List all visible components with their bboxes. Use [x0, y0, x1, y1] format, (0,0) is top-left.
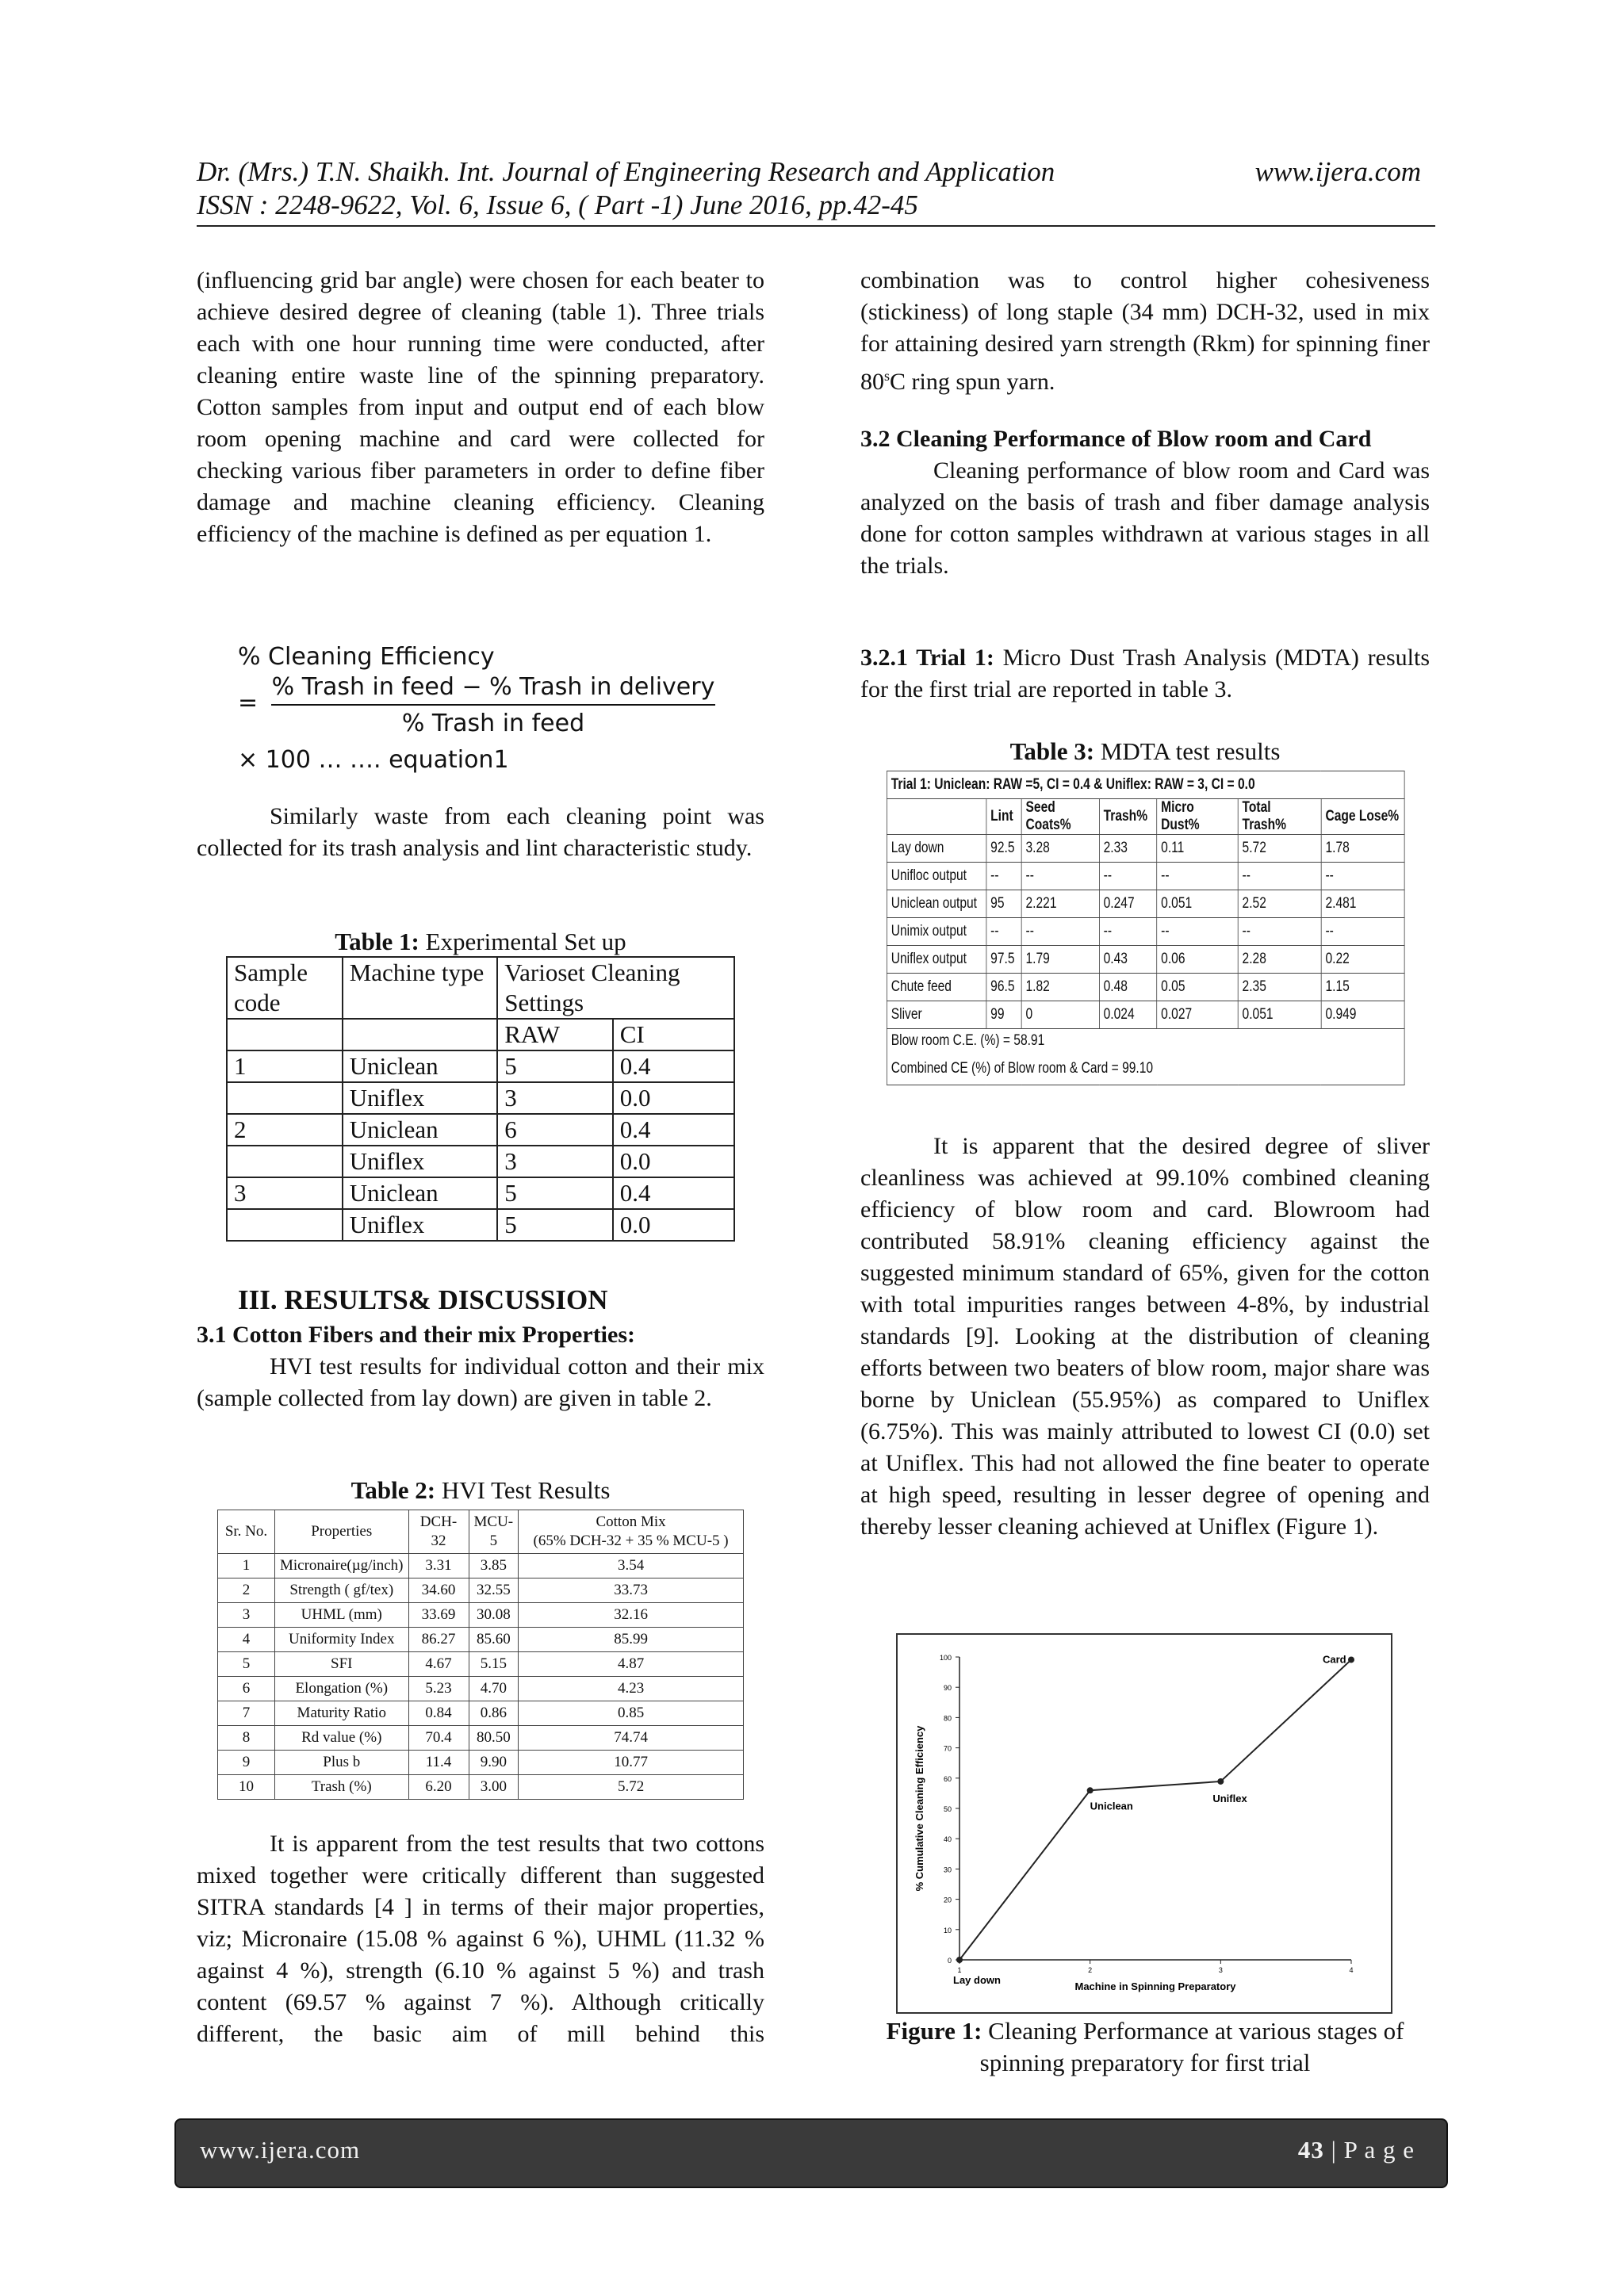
table1-cell: CI: [613, 1019, 734, 1050]
table3-cell: 0.43: [1099, 946, 1157, 974]
table3-cell: 3.28: [1021, 835, 1099, 863]
table2-row: [218, 1726, 744, 1751]
subsection31-title: 3.1 Cotton Fibers and their mix Properties:: [197, 1322, 635, 1348]
equation-lhs: % Cleaning Efficiency: [238, 643, 495, 671]
table1-cell: [343, 1019, 497, 1050]
table3-cell: 0.027: [1157, 1001, 1238, 1029]
table2: [217, 1510, 744, 1800]
table1-caption: Table 1: Experimental Set up: [335, 928, 626, 955]
table1-cell: 3: [497, 1146, 613, 1177]
y-axis-label: % Cumulative Cleaning Efficiency: [914, 1725, 925, 1892]
table2-cell: 80.50: [469, 1726, 519, 1751]
table2-cell: 85.99: [519, 1628, 744, 1652]
table1-cell: Uniflex: [343, 1146, 497, 1177]
table3-cell: --: [1157, 918, 1238, 946]
table3-cell: 0.051: [1238, 1001, 1321, 1029]
table2-cell: 5.23: [408, 1677, 469, 1701]
left-para-3: HVI test results for individual cotton and their mix (sample collected from lay down) are given in table 2.: [197, 1353, 764, 1411]
table1-header-cell: Varioset Cleaning Settings: [497, 957, 734, 1019]
table3-cell: 97.5: [986, 946, 1021, 974]
table2-row: [218, 1677, 744, 1701]
table1-cell: [227, 1209, 343, 1241]
point-label: Uniflex: [1212, 1792, 1247, 1804]
table2-cell: 1: [218, 1554, 275, 1578]
table2-cell: Maturity Ratio: [275, 1701, 409, 1726]
table2-cell: 9: [218, 1751, 275, 1775]
table3-cell: --: [1157, 863, 1238, 890]
table2-cell: 30.08: [469, 1603, 519, 1628]
table3-row: [887, 1001, 1404, 1029]
table3-cell: 0.05: [1157, 974, 1238, 1001]
table2-cell: 74.74: [519, 1726, 744, 1751]
x-tick-label: 1: [957, 1966, 962, 1974]
table2-cell: Rd value (%): [275, 1726, 409, 1751]
equation-denominator: % Trash in feed: [401, 710, 585, 737]
table3-cell: --: [986, 918, 1021, 946]
table2-header-cell: Properties: [275, 1510, 409, 1554]
table3-row: [887, 918, 1404, 946]
table2-cell: 11.4: [408, 1751, 469, 1775]
table1-row: [227, 1146, 734, 1177]
table2-cell: Elongation (%): [275, 1677, 409, 1701]
fraction-bar: [271, 704, 715, 706]
table2-cell: UHML (mm): [275, 1603, 409, 1628]
left-section31: [197, 1319, 764, 1414]
table3-header-cell: Lint: [986, 799, 1021, 835]
table1-cell: Uniflex: [343, 1209, 497, 1241]
table2-caption: Table 2: HVI Test Results: [350, 1476, 611, 1504]
table2-row: [218, 1554, 744, 1578]
right-section321: 3.2.1 Trial 1: Micro Dust Trash Analysis (MDTA) results for the first trial are reported in table 3.: [860, 645, 1430, 702]
table2-cell: SFI: [275, 1652, 409, 1677]
table3-header-cell: Micro Dust%: [1157, 799, 1238, 835]
y-tick-label: 0: [947, 1957, 952, 1965]
table3-cell: 1.78: [1321, 835, 1404, 863]
table3-cell: 0.949: [1321, 1001, 1404, 1029]
equation-equals: =: [238, 689, 259, 717]
table1-cell: Uniclean: [343, 1177, 497, 1209]
table1-cell: 0.0: [613, 1082, 734, 1114]
table2-cell: 32.16: [519, 1603, 744, 1628]
table1-row: [227, 1082, 734, 1114]
table3-cell: 0.06: [1157, 946, 1238, 974]
data-point: [1087, 1787, 1094, 1793]
table3-cell: 0.11: [1157, 835, 1238, 863]
table3-cell: 2.35: [1238, 974, 1321, 1001]
table2-cell: 32.55: [469, 1578, 519, 1603]
table2-cell: Trash (%): [275, 1775, 409, 1800]
table1-cell: 5: [497, 1177, 613, 1209]
table3: [887, 771, 1405, 1085]
table3-header-cell: Total Trash%: [1238, 799, 1321, 835]
y-tick-label: 40: [943, 1835, 952, 1844]
table3-wrap: [887, 771, 1405, 1097]
table1-subheader-row: [227, 1019, 734, 1050]
table3-cell: 96.5: [986, 974, 1021, 1001]
table3-header-cell: [887, 799, 986, 835]
table3-row: [887, 946, 1404, 974]
table3-title: Trial 1: Uniclean: RAW =5, CI = 0.4 & Uniflex: RAW = 3, CI = 0.0: [887, 771, 1404, 799]
data-point: [1348, 1656, 1354, 1663]
table3-cell: 0.051: [1157, 890, 1238, 918]
table3-row: [887, 974, 1404, 1001]
table1-row: [227, 1209, 734, 1241]
left-para-1: (influencing grid bar angle) were chosen for each beater to achieve desired degree of cleaning (table 1). Three trials each with one hour running time were conducted, after cleaning entire waste line of the spinning preparatory. Cotton samples from input and output end of each blow room opening machine and card were collected for checking various fiber parameters in order to define fiber damage and machine cleaning efficiency. Cleaning efficiency of the machine is defined as per equation 1.: [197, 267, 764, 547]
x-tick-label: 2: [1088, 1966, 1093, 1974]
table1-cell: Uniflex: [343, 1082, 497, 1114]
section3-heading: III. RESULTS& DISCUSSION: [238, 1284, 608, 1315]
table2-row: [218, 1652, 744, 1677]
figure1-frame: [896, 1633, 1392, 2014]
table2-cell: 5.15: [469, 1652, 519, 1677]
table1-header-row: [227, 957, 734, 1019]
table2-cell: 3.31: [408, 1554, 469, 1578]
table3-cell: --: [1021, 918, 1099, 946]
table2-cell: 4.67: [408, 1652, 469, 1677]
table2-cell: Plus b: [275, 1751, 409, 1775]
table2-row: [218, 1628, 744, 1652]
y-tick-label: 100: [939, 1654, 952, 1662]
table1-cell: 0.4: [613, 1114, 734, 1146]
table2-row: [218, 1578, 744, 1603]
table3-cell: 92.5: [986, 835, 1021, 863]
figure1-caption: Figure 1: Cleaning Performance at various stages of spinning preparatory for first trial: [886, 2017, 1404, 2076]
point-label: Card: [1323, 1653, 1346, 1666]
table3-cell: 5.72: [1238, 835, 1321, 863]
table2-cell: Uniformity Index: [275, 1628, 409, 1652]
table1-row: [227, 1050, 734, 1082]
table1-cell: 3: [497, 1082, 613, 1114]
table3-cell: 1.79: [1021, 946, 1099, 974]
table1-header-cell: Machine type: [343, 957, 497, 1019]
issn-line: ISSN : 2248-9622, Vol. 6, Issue 6, ( Part -1) June 2016, pp.42-45: [197, 189, 918, 220]
right-section32: [860, 423, 1430, 582]
table2-cell: 7: [218, 1701, 275, 1726]
table2-cell: 3.00: [469, 1775, 519, 1800]
table2-cell: 86.27: [408, 1628, 469, 1652]
table1-cell: 0.0: [613, 1209, 734, 1241]
table1-cell: 6: [497, 1114, 613, 1146]
table2-row: [218, 1775, 744, 1800]
equation-numerator: % Trash in feed − % Trash in delivery: [271, 673, 715, 701]
table3-header-cell: Seed Coats%: [1021, 799, 1099, 835]
table3-cell: 1.15: [1321, 974, 1404, 1001]
table3-cell: 2.221: [1021, 890, 1099, 918]
right-para-3: It is apparent that the desired degree of sliver cleanliness was achieved at 99.10% combined cleaning efficiency of blow room and card. Blowroom had contributed 58.91% cleaning efficiency against the suggested minimum standard of 65%, given for the cotton with total impurities ranges between 4-8%, by industrial standards [9]. Looking at the distribution of cleaning efforts between two beaters of blow room, major share was borne by Uniclean (55.95%) as compared to Uniflex (6.75%). This was mainly attributed to lowest CI (0.0) set at Uniflex. This had not allowed the fine beater to operate at high speed, resulting in lesser degree of opening and thereby lesser cleaning achieved at Uniflex (Figure 1).: [860, 1133, 1430, 1540]
table2-cell: 10: [218, 1775, 275, 1800]
table3-cell: Unimix output: [887, 918, 986, 946]
equation-1: [238, 642, 761, 775]
footer-website: www.ijera.com: [200, 2136, 361, 2164]
table2-cell: 5: [218, 1652, 275, 1677]
table2-cell: 5.72: [519, 1775, 744, 1800]
table3-foot-2: Combined CE (%) of Blow room & Card = 99.10: [887, 1053, 1404, 1085]
table3-cell: --: [1321, 918, 1404, 946]
left-para-4: It is apparent from the test results that two cottons mixed together were critically different than suggested SITRA standards [4 ] in terms of their major properties, viz; Micronaire (15.08 % against 6 %), UHML (11.32 % against 4 %), strength (6.10 % against 5 %) and trash content (69.57 % against 7 %). Although critically different, the basic aim of mill behind this: [197, 1831, 764, 2047]
table3-cell: 1.82: [1021, 974, 1099, 1001]
table2-cell: 0.85: [519, 1701, 744, 1726]
x-tick-label: 3: [1218, 1966, 1223, 1974]
table1-cell: 5: [497, 1050, 613, 1082]
table2-cell: Strength ( gf/tex): [275, 1578, 409, 1603]
y-tick-label: 20: [943, 1896, 952, 1904]
table2-cell: Micronaire(µg/inch): [275, 1554, 409, 1578]
table3-cell: 0.48: [1099, 974, 1157, 1001]
table2-row: [218, 1603, 744, 1628]
table3-cell: Uniflex output: [887, 946, 986, 974]
table2-cell: 34.60: [408, 1578, 469, 1603]
table2-cell: 4.70: [469, 1677, 519, 1701]
table3-cell: Sliver: [887, 1001, 986, 1029]
table2-cell: 10.77: [519, 1751, 744, 1775]
data-point: [956, 1957, 963, 1963]
table2-cell: 0.86: [469, 1701, 519, 1726]
right-para-1: combination was to control higher cohesiveness (stickiness) of long staple (34 mm) DCH-32, used in mix for attaining desired yarn strength (Rkm) for spinning finer 80$^s$C ring spun yarn.: [860, 267, 1430, 395]
table3-cell: --: [1099, 918, 1157, 946]
point-label: Lay down: [953, 1974, 1001, 1986]
x-tick-label: 4: [1349, 1966, 1354, 1974]
table1-row: [227, 1114, 734, 1146]
table3-caption: Table 3: MDTA test results: [1009, 737, 1281, 765]
table3-cell: Lay down: [887, 835, 986, 863]
table1-cell: 5: [497, 1209, 613, 1241]
y-tick-label: 60: [943, 1774, 952, 1783]
series-line: [959, 1659, 1351, 1960]
page-footer: [174, 2118, 1448, 2188]
table2-cell: 3: [218, 1603, 275, 1628]
page-number: 43 | P a g e: [1297, 2136, 1415, 2164]
table3-cell: 0: [1021, 1001, 1099, 1029]
table3-foot-row: [887, 1029, 1404, 1054]
table1-cell: Uniclean: [343, 1114, 497, 1146]
table3-cell: 0.024: [1099, 1001, 1157, 1029]
table1-cell: RAW: [497, 1019, 613, 1050]
table2-row: [218, 1701, 744, 1726]
journal-header: [197, 155, 1421, 189]
table3-cell: --: [1021, 863, 1099, 890]
x-axis-label: Machine in Spinning Preparatory: [1074, 1980, 1236, 1992]
table1-cell: 1: [227, 1050, 343, 1082]
table1-cell: 3: [227, 1177, 343, 1209]
table1-cell: [227, 1082, 343, 1114]
table1-cell: 0.4: [613, 1177, 734, 1209]
table3-cell: 99: [986, 1001, 1021, 1029]
table3-cell: 95: [986, 890, 1021, 918]
table3-foot-row: [887, 1053, 1404, 1085]
table1-header-cell: Sample code: [227, 957, 343, 1019]
table2-cell: 8: [218, 1726, 275, 1751]
table2-cell: 6: [218, 1677, 275, 1701]
y-tick-label: 80: [943, 1714, 952, 1723]
table2-cell: 70.4: [408, 1726, 469, 1751]
header-rule: [197, 225, 1435, 227]
table2-cell: 4.23: [519, 1677, 744, 1701]
table2-cell: 4: [218, 1628, 275, 1652]
table1: [226, 956, 735, 1242]
table2-cell: 85.60: [469, 1628, 519, 1652]
table3-cell: --: [1238, 918, 1321, 946]
table3-cell: --: [1321, 863, 1404, 890]
subsection321-title: 3.2.1 Trial 1:: [860, 645, 994, 671]
table3-cell: Unifloc output: [887, 863, 986, 890]
table3-cell: --: [1099, 863, 1157, 890]
table2-header-cell: Cotton Mix (65% DCH-32 + 35 % MCU-5 ): [519, 1510, 744, 1554]
table2-header-cell: DCH-32: [408, 1510, 469, 1554]
equation-tail: × 100 … …. equation1: [238, 746, 509, 774]
data-point: [1217, 1778, 1224, 1785]
table3-header-row: [887, 799, 1404, 835]
table2-cell: 3.54: [519, 1554, 744, 1578]
table3-cell: Uniclean output: [887, 890, 986, 918]
table1-cell: 2: [227, 1114, 343, 1146]
table2-cell: 6.20: [408, 1775, 469, 1800]
table3-header-cell: Cage Lose%: [1321, 799, 1404, 835]
table3-foot-1: Blow room C.E. (%) = 58.91: [887, 1029, 1404, 1054]
table2-cell: 3.85: [469, 1554, 519, 1578]
table2-row: [218, 1751, 744, 1775]
table3-row: [887, 835, 1404, 863]
table1-cell: 0.0: [613, 1146, 734, 1177]
table3-cell: 2.28: [1238, 946, 1321, 974]
table3-cell: 0.247: [1099, 890, 1157, 918]
table3-cell: Chute feed: [887, 974, 986, 1001]
y-tick-label: 50: [943, 1805, 952, 1813]
table2-cell: 33.69: [408, 1603, 469, 1628]
table2-cell: 9.90: [469, 1751, 519, 1775]
left-para-2: Similarly waste from each cleaning point was collected for its trash analysis and lint characteristic study.: [197, 803, 764, 861]
table3-row: [887, 890, 1404, 918]
y-tick-label: 10: [943, 1926, 952, 1934]
table2-cell: 33.73: [519, 1578, 744, 1603]
table2-cell: 0.84: [408, 1701, 469, 1726]
table3-cell: 2.52: [1238, 890, 1321, 918]
subsection32-title: 3.2 Cleaning Performance of Blow room and Card: [860, 426, 1372, 452]
table3-title-row: [887, 771, 1404, 799]
table3-cell: 2.33: [1099, 835, 1157, 863]
table2-cell: 4.87: [519, 1652, 744, 1677]
table1-row: [227, 1177, 734, 1209]
figure1-chart: [898, 1635, 1391, 2012]
table3-cell: --: [1238, 863, 1321, 890]
table2-header-row: [218, 1510, 744, 1554]
table2-header-cell: Sr. No.: [218, 1510, 275, 1554]
table3-cell: 2.481: [1321, 890, 1404, 918]
table1-cell: [227, 1146, 343, 1177]
table1-cell: Uniclean: [343, 1050, 497, 1082]
table2-cell: 2: [218, 1578, 275, 1603]
right-para-2: Cleaning performance of blow room and Card was analyzed on the basis of trash and fiber damage analysis done for cotton samples withdrawn at various stages in all the trials.: [860, 457, 1430, 579]
table1-cell: [227, 1019, 343, 1050]
table3-cell: 0.22: [1321, 946, 1404, 974]
journal-citation: Dr. (Mrs.) T.N. Shaikh. Int. Journal of Engineering Research and Application: [197, 156, 1055, 187]
y-tick-label: 90: [943, 1684, 952, 1693]
y-tick-label: 70: [943, 1744, 952, 1753]
point-label: Uniclean: [1090, 1800, 1133, 1812]
table3-header-cell: Trash%: [1099, 799, 1157, 835]
table2-header-cell: MCU-5: [469, 1510, 519, 1554]
table1-cell: 0.4: [613, 1050, 734, 1082]
table3-cell: --: [986, 863, 1021, 890]
table3-row: [887, 863, 1404, 890]
journal-website: www.ijera.com: [1254, 156, 1421, 187]
y-tick-label: 30: [943, 1866, 952, 1874]
